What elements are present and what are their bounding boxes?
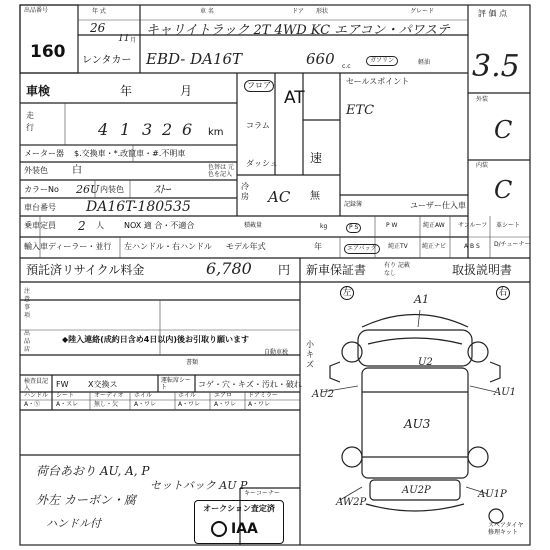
lot-number: 160 [30,42,66,62]
at-label: AT [284,88,305,108]
row-value-mirror: A・ワレ [248,401,271,408]
mileage-label: 走行 [26,111,34,132]
row-label-audio: オーディオ [94,392,124,399]
mileage-digit-1: 4 [98,120,109,139]
color-change: 色替は 元色を記入 [208,164,234,178]
chassis-value: DA16T-180535 [86,199,191,215]
row-value-audio: 無し・欠 [94,401,119,408]
small-damage-label: 小キズ [306,340,314,369]
year-label: 年 式 [92,8,106,15]
spare-label: スペアタイヤ 修理キット [488,522,524,536]
chassis-label: 車台番号 [24,203,56,212]
warranty-book: 新車保証書 [306,263,367,277]
damage-au2p: AU2P [402,485,431,496]
recycle-label: 預託済リサイクル料金 [26,263,145,277]
recycle-value: 6,780 [206,259,252,278]
handwritten-note-1: 荷台あおり AU, A, P [36,464,150,478]
exterior-score: C [494,116,513,144]
mileage-digit-3: 3 [142,120,153,139]
handle-label: 左ハンドル・右ハンドル [124,242,212,251]
score-value: 3.5 [472,49,520,84]
damage-aw2p: AW2P [336,497,367,508]
speed-label: 速 [310,151,323,165]
interior-value: ｽﾄｰ [154,183,171,196]
manual-label: 取扱説明書 [452,263,513,277]
airbag-label: エアバッグ [344,244,380,254]
front-left-wheel [342,342,362,362]
exterior-score-label: 外装 [476,96,489,103]
ac-label: 冷房 [241,182,249,201]
cc-label: c.c [342,63,351,70]
row-value-wheel-2: A・ワレ [178,401,201,408]
exterior-label: 外装色 [24,166,48,175]
car-name-value: キャリイトラック 2T 4WD KC エアコン・パワステ [146,23,450,38]
exterior-value: 白 [72,165,82,176]
meter-label: メーター器 [24,149,64,158]
damage-au1-right: AU1 [494,387,517,398]
row-label-aero: エアロ [214,392,233,399]
sales-point-label: セールスポイント [346,77,410,86]
row-value-handle: A・Ⓨ [24,401,41,408]
rear-left-wheel [342,447,362,467]
color-no-label: カラーNo [24,185,59,194]
type-label: 形状 [316,8,329,15]
tax-label: 自動車税 [264,349,289,356]
lot-label: 出品番号 [24,7,49,14]
damage-au1p: AU1P [478,489,507,500]
km-unit: km [208,127,224,138]
windshield-line [368,338,462,344]
damage-a1: A1 [414,293,429,306]
pw-label: P W [386,222,398,229]
notes-label: 注意事項 [24,288,31,319]
grade-label: グレード [410,8,435,15]
mileage-digit-2: 1 [120,120,131,139]
user-label: ユーザー仕入車 [410,201,466,210]
row-label-mirror: ドアミラー [248,392,278,399]
stamp-title: オークション査定済 [203,504,275,513]
row-label-wheel-2: ホイル [178,392,197,399]
year-value: 26 [90,21,106,35]
interior-score: C [494,176,513,204]
front-bumper-outline [362,315,468,328]
column-label: コラム [246,121,270,130]
ac-none: 無 [310,191,320,202]
capacity-value: 2 [78,219,86,233]
diagram-right-label: 右 [496,286,510,300]
row-label-wheel: ホイル [134,392,153,399]
model-value: EBD- DA16T [146,50,243,68]
row-value-seat: A・スレ [56,401,79,408]
leather-label: 革シート [496,222,521,229]
mileage-digit-5: 6 [182,120,193,139]
damage-u2: U2 [418,357,433,368]
floor-label: フロア [244,80,274,92]
ac-value: AC [268,188,291,206]
model-year-unit: 年 [314,242,322,251]
shaken-label: 車検 [26,84,51,98]
warranty-options: 有り 記載なし [384,262,410,277]
rental-label: レンタカー [82,55,132,66]
dash-label: ダッシュ [246,159,278,168]
handwritten-note-3: 外左 カーボン・腐 [36,493,136,507]
capacity-unit: 人 [96,221,104,230]
row-label-seat: シート [56,392,75,399]
abs-label: A B S [464,243,480,250]
diagram-left-label: 左 [340,286,354,300]
tv-label: 純正TV [388,243,408,250]
key-label: キーコーナー [244,490,281,497]
meter-options: $.交換車・*.改竄車・#.不明車 [74,149,186,158]
seat-values: コゲ・穴・キズ・汚れ・破れ [198,380,302,389]
left-mirror-outline [330,362,340,382]
exhibit-label: 出品店 [24,330,31,353]
row-value-aero: A・ワレ [214,401,237,408]
car-name-label: 車 名 [200,8,214,15]
contact-notice: ◆陸入連絡(成約日含め4日以内)後お引取り願います [62,335,250,344]
capacity-label: 乗車定員 [24,221,56,230]
mileage-digit-4: 2 [162,120,173,139]
stamp-logo-icon [211,521,227,537]
navi-label: 純正ナビ [422,243,447,250]
hood-outline [358,330,472,366]
spare-tire-icon [489,509,503,523]
month-unit: 月 [130,37,137,44]
shaken-year-label: 年 [120,84,133,98]
fw-label: FW [56,380,69,389]
load-unit: kg [320,223,328,230]
recycle-unit: 円 [278,263,291,277]
rear-bumper-outline [366,504,464,511]
door-label: ドア [292,8,304,15]
aw-label: 純正AW [423,222,445,229]
sunroof-label: サンルーフ [458,222,488,229]
damage-au3: AU3 [404,417,431,431]
load-label: 積載量 [244,222,263,229]
warranty-label: 記録簿 [344,201,363,208]
front-right-wheel [468,342,488,362]
row-label-handle: ハンドル [24,392,49,399]
shaken-month-label: 月 [180,84,193,98]
stamp-logo: IAA [231,521,258,537]
month-value: 11 [118,34,130,44]
handwritten-note-2: セットバック AU P [150,479,248,492]
inspector-label: 検査員記入 [24,378,49,392]
auction-stamp [194,500,284,544]
seat-label: 運転席シート [161,377,192,391]
row-value-wheel: A・ワレ [134,401,157,408]
car-diagram [300,282,530,545]
score-label: 評 価 点 [478,9,508,18]
damage-front-au2: AU2 [312,389,335,400]
import-label: 輸入車 [24,242,48,251]
handwritten-note-4: ハンドル付 [46,517,101,530]
fuel-gas: ガソリン [366,56,398,66]
sales-point-value: ETC [346,103,375,118]
dealer-label: ディーラー・並行 [48,242,112,251]
right-mirror-outline [490,362,500,382]
xchange-label: X交換ス [88,380,118,389]
nox-label: NOX 適 合・不適合 [124,221,195,230]
rear-right-wheel [468,447,488,467]
doc-label: 書類 [186,359,199,366]
interior-score-label: 内装 [476,162,489,169]
color-no-value: 26U [76,183,100,196]
dchair-label: D/チューナー [494,241,531,248]
interior-label: 内装色 [100,185,124,194]
fuel-light: 軽油 [418,59,431,66]
ps-label: P S [346,223,361,233]
displacement: 660 [306,50,335,68]
model-year-label: モデル年式 [226,242,266,251]
